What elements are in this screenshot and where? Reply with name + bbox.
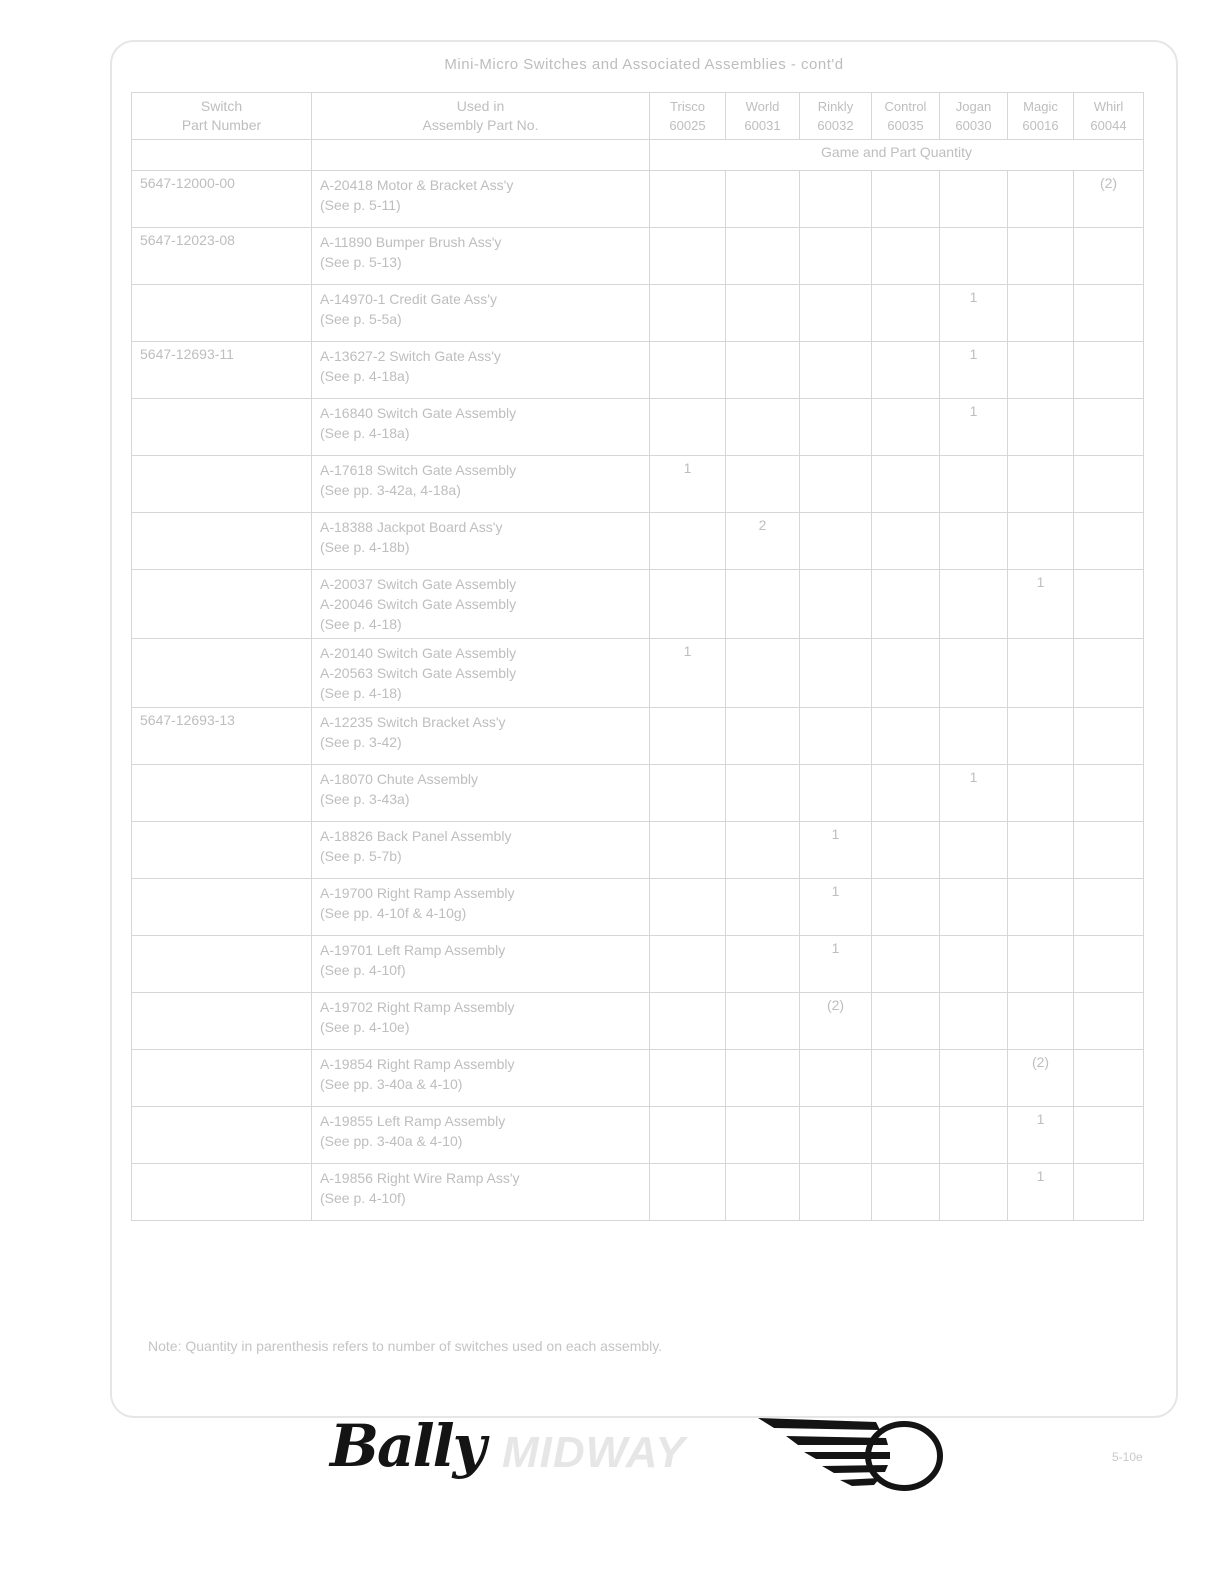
header-line: Switch bbox=[200, 98, 243, 114]
quantity-cell bbox=[1074, 399, 1144, 456]
game-number: 60030 bbox=[955, 118, 992, 133]
switch-part-number bbox=[132, 1050, 312, 1107]
quantity-cell bbox=[1074, 1050, 1144, 1107]
assembly-line: A-18070 Chute Assembly bbox=[320, 771, 478, 787]
assembly-line: A-19856 Right Wire Ramp Ass'y bbox=[320, 1170, 520, 1186]
assembly-cell bbox=[312, 936, 650, 993]
game-name: Whirl bbox=[1093, 99, 1124, 114]
game-number: 60044 bbox=[1090, 118, 1127, 133]
game-number: 60016 bbox=[1022, 118, 1059, 133]
quantity-cell bbox=[1008, 228, 1074, 285]
page-number: 5-10e bbox=[1112, 1450, 1143, 1464]
table-row bbox=[132, 765, 1144, 822]
quantity-cell bbox=[872, 936, 940, 993]
table-title: Mini-Micro Switches and Associated Assemblies - cont'd bbox=[444, 56, 844, 73]
quantity-cell bbox=[1074, 822, 1144, 879]
quantity-cell bbox=[726, 993, 800, 1050]
game-quantity-subheader: Game and Part Quantity bbox=[650, 140, 1144, 171]
header-line: Assembly Part No. bbox=[422, 117, 539, 133]
quantity-cell bbox=[1008, 513, 1074, 570]
assembly-line: (See pp. 3-40a & 4-10) bbox=[320, 1076, 463, 1092]
switch-part-number bbox=[132, 639, 312, 708]
assembly-line: (See p. 3-43a) bbox=[320, 791, 410, 807]
assembly-line: A-14970-1 Credit Gate Ass'y bbox=[320, 291, 497, 307]
quantity-cell bbox=[800, 1164, 872, 1221]
assembly-line: (See pp. 3-42a, 4-18a) bbox=[320, 482, 461, 498]
quantity-cell bbox=[872, 399, 940, 456]
bally-midway-logo bbox=[330, 1412, 950, 1512]
quantity-cell bbox=[650, 1164, 726, 1221]
used-in-header bbox=[312, 93, 650, 140]
quantity-cell: 1 bbox=[940, 285, 1008, 342]
assembly-cell bbox=[312, 171, 650, 228]
switch-part-number bbox=[132, 1164, 312, 1221]
assembly-line: A-17618 Switch Gate Assembly bbox=[320, 462, 517, 478]
quantity-cell bbox=[940, 171, 1008, 228]
quantity-cell bbox=[940, 570, 1008, 639]
quantity-cell bbox=[1008, 171, 1074, 228]
assembly-cell bbox=[312, 639, 650, 708]
quantity-cell bbox=[726, 1164, 800, 1221]
assembly-cell bbox=[312, 1050, 650, 1107]
subheader-spacer bbox=[312, 140, 650, 171]
quantity-cell bbox=[1074, 1164, 1144, 1221]
assembly-line: (See p. 4-18) bbox=[320, 616, 402, 632]
quantity-cell bbox=[726, 171, 800, 228]
table-row bbox=[132, 228, 1144, 285]
assembly-line: A-13627-2 Switch Gate Ass'y bbox=[320, 348, 501, 364]
switch-assembly-table bbox=[131, 92, 1144, 1221]
assembly-line: (See p. 4-10f) bbox=[320, 962, 406, 978]
game-name: Jogan bbox=[955, 99, 992, 114]
quantity-cell: 1 bbox=[1008, 1107, 1074, 1164]
switch-part-number bbox=[132, 570, 312, 639]
header-line: Part Number bbox=[181, 117, 262, 133]
quantity-cell bbox=[800, 570, 872, 639]
quantity-cell bbox=[940, 1164, 1008, 1221]
quantity-cell bbox=[872, 228, 940, 285]
quantity-cell bbox=[726, 228, 800, 285]
switch-part-number bbox=[132, 456, 312, 513]
table-row bbox=[132, 708, 1144, 765]
assembly-cell bbox=[312, 765, 650, 822]
assembly-line: A-19701 Left Ramp Assembly bbox=[320, 942, 506, 958]
quantity-cell bbox=[650, 879, 726, 936]
assembly-line: (See p. 5-13) bbox=[320, 254, 402, 270]
quantity-cell bbox=[1074, 456, 1144, 513]
table-row bbox=[132, 399, 1144, 456]
table-row bbox=[132, 456, 1144, 513]
assembly-line: (See p. 4-10f) bbox=[320, 1190, 406, 1206]
switch-part-number: 5647-12000-00 bbox=[132, 171, 312, 228]
quantity-cell bbox=[1008, 399, 1074, 456]
quantity-cell bbox=[800, 708, 872, 765]
quantity-cell bbox=[800, 171, 872, 228]
quantity-cell bbox=[1008, 822, 1074, 879]
quantity-cell bbox=[800, 639, 872, 708]
table-row bbox=[132, 342, 1144, 399]
quantity-cell bbox=[726, 342, 800, 399]
header-row bbox=[132, 93, 1144, 140]
quantity-cell: (2) bbox=[1008, 1050, 1074, 1107]
quantity-cell bbox=[650, 1050, 726, 1107]
quantity-cell bbox=[1074, 993, 1144, 1050]
game-column-header bbox=[1074, 93, 1144, 140]
quantity-cell: 1 bbox=[650, 639, 726, 708]
quantity-cell bbox=[800, 342, 872, 399]
assembly-line: A-18388 Jackpot Board Ass'y bbox=[320, 519, 503, 535]
table-row bbox=[132, 822, 1144, 879]
assembly-line: A-20140 Switch Gate Assembly bbox=[320, 645, 517, 661]
quantity-cell bbox=[650, 708, 726, 765]
quantity-cell bbox=[650, 765, 726, 822]
quantity-cell bbox=[726, 399, 800, 456]
quantity-cell bbox=[726, 456, 800, 513]
game-name: Control bbox=[884, 99, 927, 114]
game-column-header bbox=[872, 93, 940, 140]
quantity-cell bbox=[872, 456, 940, 513]
table-row bbox=[132, 570, 1144, 639]
quantity-cell bbox=[1074, 228, 1144, 285]
assembly-line: (See p. 3-42) bbox=[320, 734, 402, 750]
assembly-line: A-11890 Bumper Brush Ass'y bbox=[320, 234, 502, 250]
quantity-cell bbox=[1074, 936, 1144, 993]
quantity-cell bbox=[1074, 513, 1144, 570]
assembly-cell bbox=[312, 456, 650, 513]
quantity-cell bbox=[872, 1050, 940, 1107]
quantity-cell bbox=[940, 639, 1008, 708]
midway-wordmark: MIDWAY bbox=[502, 1428, 686, 1477]
quantity-cell bbox=[726, 936, 800, 993]
switch-part-number: 5647-12693-13 bbox=[132, 708, 312, 765]
quantity-cell bbox=[800, 285, 872, 342]
assembly-line: A-19702 Right Ramp Assembly bbox=[320, 999, 515, 1015]
quantity-cell bbox=[800, 513, 872, 570]
assembly-line: A-20418 Motor & Bracket Ass'y bbox=[320, 177, 514, 193]
assembly-line: (See p. 4-10e) bbox=[320, 1019, 410, 1035]
quantity-cell bbox=[726, 822, 800, 879]
quantity-cell bbox=[800, 765, 872, 822]
bally-wordmark: Bally bbox=[330, 1412, 485, 1480]
switch-part-number bbox=[132, 879, 312, 936]
quantity-cell bbox=[872, 708, 940, 765]
game-number: 60025 bbox=[669, 118, 706, 133]
assembly-cell bbox=[312, 708, 650, 765]
game-column-header bbox=[940, 93, 1008, 140]
quantity-cell bbox=[1008, 639, 1074, 708]
switch-part-number bbox=[132, 1107, 312, 1164]
quantity-cell: 2 bbox=[726, 513, 800, 570]
quantity-cell: 1 bbox=[800, 936, 872, 993]
assembly-line: (See pp. 3-40a & 4-10) bbox=[320, 1133, 463, 1149]
quantity-cell bbox=[940, 1107, 1008, 1164]
quantity-cell bbox=[872, 171, 940, 228]
switch-part-number bbox=[132, 822, 312, 879]
quantity-cell bbox=[726, 1107, 800, 1164]
table-row bbox=[132, 879, 1144, 936]
quantity-cell bbox=[872, 1107, 940, 1164]
quantity-cell bbox=[872, 639, 940, 708]
assembly-cell bbox=[312, 1107, 650, 1164]
assembly-line: A-19854 Right Ramp Assembly bbox=[320, 1056, 515, 1072]
game-column-header bbox=[800, 93, 872, 140]
game-number: 60031 bbox=[744, 118, 781, 133]
header-line: Used in bbox=[456, 98, 505, 114]
quantity-cell: 1 bbox=[940, 765, 1008, 822]
quantity-cell bbox=[1008, 765, 1074, 822]
quantity-cell bbox=[650, 513, 726, 570]
assembly-cell bbox=[312, 879, 650, 936]
quantity-cell bbox=[1074, 765, 1144, 822]
quantity-cell bbox=[872, 993, 940, 1050]
quantity-cell bbox=[1008, 285, 1074, 342]
game-number: 60032 bbox=[817, 118, 854, 133]
assembly-cell bbox=[312, 822, 650, 879]
quantity-cell bbox=[1074, 285, 1144, 342]
quantity-cell bbox=[650, 570, 726, 639]
assembly-line: A-16840 Switch Gate Assembly bbox=[320, 405, 517, 421]
assembly-line: (See pp. 4-10f & 4-10g) bbox=[320, 905, 467, 921]
table-row bbox=[132, 993, 1144, 1050]
quantity-cell bbox=[650, 285, 726, 342]
quantity-cell bbox=[872, 513, 940, 570]
quantity-cell bbox=[1074, 639, 1144, 708]
quantity-cell bbox=[1074, 570, 1144, 639]
quantity-cell bbox=[1074, 1107, 1144, 1164]
game-column-header bbox=[650, 93, 726, 140]
quantity-cell bbox=[800, 1050, 872, 1107]
game-name: World bbox=[745, 99, 780, 114]
game-column-header bbox=[1008, 93, 1074, 140]
quantity-cell bbox=[940, 1050, 1008, 1107]
switch-part-number bbox=[132, 936, 312, 993]
quantity-cell bbox=[1008, 456, 1074, 513]
quantity-cell bbox=[726, 285, 800, 342]
assembly-cell bbox=[312, 342, 650, 399]
game-column-header bbox=[726, 93, 800, 140]
quantity-cell bbox=[872, 879, 940, 936]
quantity-cell bbox=[726, 765, 800, 822]
quantity-cell bbox=[650, 1107, 726, 1164]
quantity-cell bbox=[940, 936, 1008, 993]
assembly-line: A-20563 Switch Gate Assembly bbox=[320, 665, 517, 681]
quantity-cell bbox=[726, 570, 800, 639]
switch-part-number bbox=[132, 765, 312, 822]
table-row bbox=[132, 285, 1144, 342]
table-row bbox=[132, 513, 1144, 570]
assembly-line: (See p. 4-18a) bbox=[320, 368, 410, 384]
quantity-cell bbox=[872, 1164, 940, 1221]
assembly-line: (See p. 4-18b) bbox=[320, 539, 410, 555]
quantity-note: Note: Quantity in parenthesis refers to number of switches used on each assembly. bbox=[148, 1338, 663, 1354]
assembly-cell bbox=[312, 1164, 650, 1221]
assembly-cell bbox=[312, 399, 650, 456]
quantity-cell bbox=[1008, 993, 1074, 1050]
quantity-cell bbox=[1008, 708, 1074, 765]
assembly-line: (See p. 5-11) bbox=[320, 197, 401, 213]
quantity-cell bbox=[650, 936, 726, 993]
quantity-cell bbox=[800, 456, 872, 513]
quantity-cell bbox=[1074, 342, 1144, 399]
winged-wheel-icon bbox=[758, 1412, 948, 1498]
assembly-line: A-20046 Switch Gate Assembly bbox=[320, 596, 517, 612]
game-name: Rinkly bbox=[817, 99, 854, 114]
quantity-cell bbox=[940, 456, 1008, 513]
game-name: Trisco bbox=[670, 99, 705, 114]
quantity-cell bbox=[1008, 342, 1074, 399]
quantity-cell bbox=[940, 993, 1008, 1050]
assembly-cell bbox=[312, 228, 650, 285]
assembly-line: A-20037 Switch Gate Assembly bbox=[320, 576, 517, 592]
assembly-line: A-19700 Right Ramp Assembly bbox=[320, 885, 515, 901]
assembly-cell bbox=[312, 285, 650, 342]
quantity-cell: 1 bbox=[800, 822, 872, 879]
assembly-cell bbox=[312, 570, 650, 639]
assembly-cell bbox=[312, 513, 650, 570]
switch-part-number bbox=[132, 513, 312, 570]
quantity-cell bbox=[1008, 879, 1074, 936]
table-row bbox=[132, 171, 1144, 228]
switch-part-number bbox=[132, 993, 312, 1050]
quantity-cell: 1 bbox=[940, 342, 1008, 399]
switch-part-number: 5647-12023-08 bbox=[132, 228, 312, 285]
assembly-line: A-19855 Left Ramp Assembly bbox=[320, 1113, 506, 1129]
quantity-cell: (2) bbox=[800, 993, 872, 1050]
assembly-line: (See p. 5-7b) bbox=[320, 848, 402, 864]
assembly-line: (See p. 5-5a) bbox=[320, 311, 402, 327]
quantity-cell: 1 bbox=[940, 399, 1008, 456]
quantity-cell bbox=[650, 993, 726, 1050]
quantity-cell bbox=[1074, 879, 1144, 936]
quantity-cell bbox=[800, 1107, 872, 1164]
assembly-line: (See p. 4-18) bbox=[320, 685, 402, 701]
quantity-cell bbox=[650, 228, 726, 285]
quantity-cell: 1 bbox=[1008, 1164, 1074, 1221]
quantity-cell bbox=[872, 342, 940, 399]
table-row bbox=[132, 1164, 1144, 1221]
assembly-line: A-12235 Switch Bracket Ass'y bbox=[320, 714, 506, 730]
table-row bbox=[132, 1050, 1144, 1107]
switch-part-number bbox=[132, 285, 312, 342]
quantity-cell: (2) bbox=[1074, 171, 1144, 228]
quantity-cell bbox=[726, 1050, 800, 1107]
assembly-cell bbox=[312, 993, 650, 1050]
quantity-cell bbox=[940, 513, 1008, 570]
quantity-cell: 1 bbox=[800, 879, 872, 936]
quantity-cell bbox=[872, 570, 940, 639]
quantity-cell bbox=[940, 708, 1008, 765]
quantity-cell bbox=[800, 228, 872, 285]
game-name: Magic bbox=[1023, 99, 1058, 114]
quantity-cell bbox=[872, 765, 940, 822]
quantity-cell bbox=[1008, 936, 1074, 993]
quantity-cell bbox=[650, 342, 726, 399]
assembly-line: (See p. 4-18a) bbox=[320, 425, 410, 441]
quantity-cell bbox=[650, 399, 726, 456]
quantity-cell: 1 bbox=[1008, 570, 1074, 639]
quantity-cell bbox=[650, 171, 726, 228]
quantity-cell bbox=[1074, 708, 1144, 765]
table-row bbox=[132, 639, 1144, 708]
game-number: 60035 bbox=[887, 118, 924, 133]
switch-part-number: 5647-12693-11 bbox=[132, 342, 312, 399]
quantity-cell bbox=[726, 639, 800, 708]
quantity-cell bbox=[726, 879, 800, 936]
subheader-spacer bbox=[132, 140, 312, 171]
quantity-cell bbox=[872, 822, 940, 879]
quantity-cell: 1 bbox=[650, 456, 726, 513]
table-row bbox=[132, 1107, 1144, 1164]
quantity-cell bbox=[726, 708, 800, 765]
subheader-row bbox=[132, 140, 1144, 171]
assembly-line: A-18826 Back Panel Assembly bbox=[320, 828, 512, 844]
quantity-cell bbox=[940, 822, 1008, 879]
quantity-cell bbox=[940, 228, 1008, 285]
switch-part-number bbox=[132, 399, 312, 456]
quantity-cell bbox=[650, 822, 726, 879]
quantity-cell bbox=[800, 399, 872, 456]
switch-part-header bbox=[132, 93, 312, 140]
quantity-cell bbox=[872, 285, 940, 342]
table-row bbox=[132, 936, 1144, 993]
quantity-cell bbox=[940, 879, 1008, 936]
